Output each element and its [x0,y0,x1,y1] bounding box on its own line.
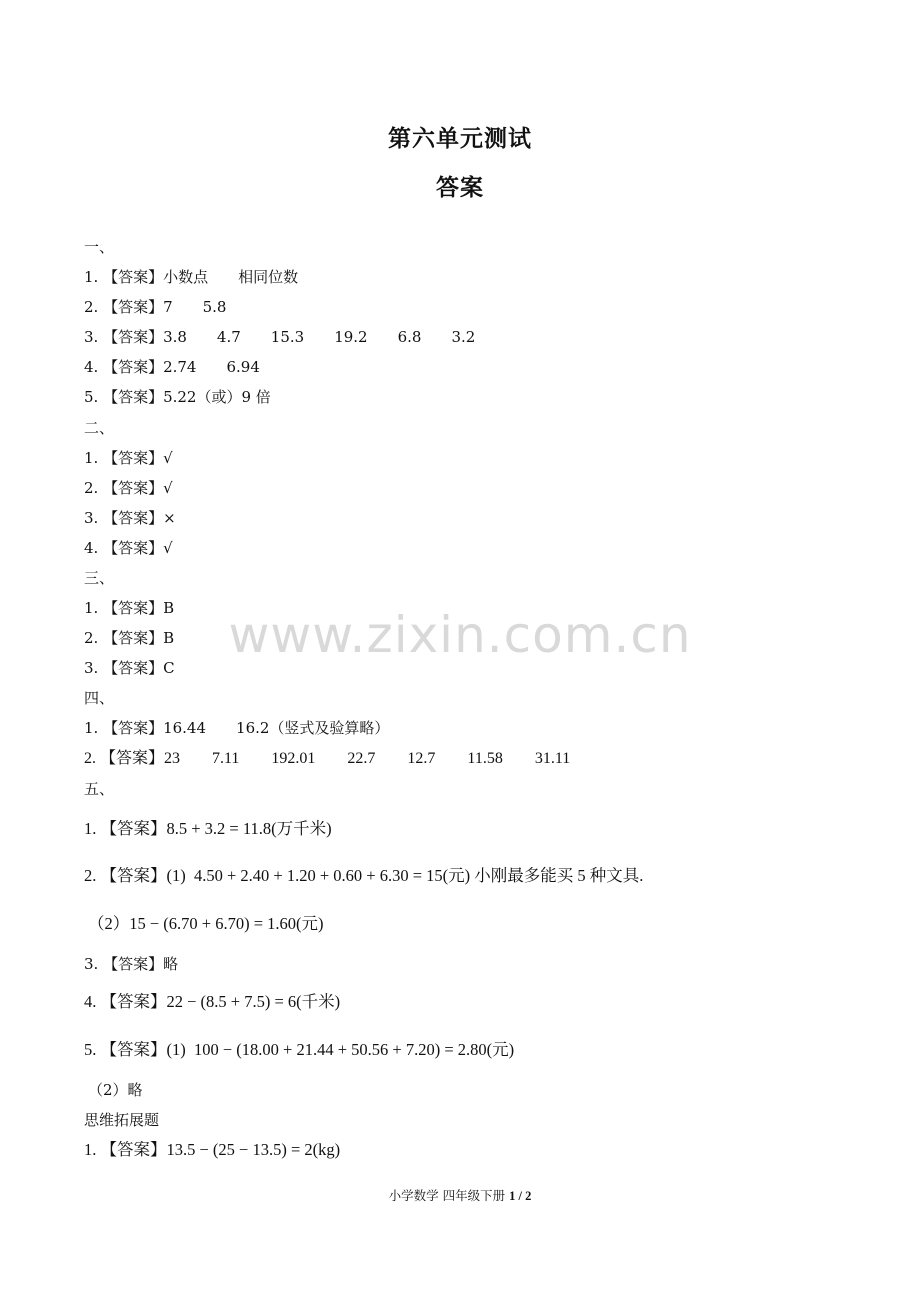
section-heading-4: 四、 [84,689,115,707]
answer-line: 1. 【答案】16.44 16.2（竖式及验算略） [84,719,390,737]
answer-line: （2）略 [88,1081,143,1099]
watermark: www.zixin.com.cn [228,606,692,664]
answer-line: 5. 【答案】(1) 100 − (18.00 + 21.44 + 50.56 + 7.20) = 2.80(元) [84,1040,515,1059]
answer-line: 1. 【答案】小数点 相同位数 [84,268,299,286]
page-number: 1 / 2 [509,1189,532,1203]
page-footer [0,1186,920,1204]
answer-line: 3. 【答案】× [84,509,176,527]
answer-line: 1. 【答案】13.5 − (25 − 13.5) = 2(kg) [84,1140,341,1159]
answer-line: 4. 【答案】√ [84,539,173,557]
answer-line: 1. 【答案】√ [84,449,173,467]
page-title: 第六单元测试 [388,126,532,152]
section-heading-2: 二、 [84,419,115,437]
answer-line: 2. 【答案】B [84,629,175,647]
section-heading-5: 五、 [84,780,115,798]
answer-line: （2）15 − (6.70 + 6.70) = 1.60(元) [88,914,324,933]
answer-line: 2. 【答案】√ [84,479,173,497]
answer-line: 1. 【答案】B [84,599,175,617]
answer-line: 1. 【答案】8.5 + 3.2 = 11.8(万千米) [84,819,332,838]
footer-label: 小学数学 四年级下册 [388,1188,506,1203]
answer-line: 3. 【答案】C [84,659,175,677]
answer-line: 2. 【答案】23 7.11 192.01 22.7 12.7 11.58 31.11 [84,750,571,767]
answer-line: 2. 【答案】7 5.8 [84,298,227,316]
answer-line: 3. 【答案】略 [84,955,179,973]
answer-line: 5. 【答案】5.22（或）9 倍 [84,388,271,406]
answer-line: 2. 【答案】(1) 4.50 + 2.40 + 1.20 + 0.60 + 6.30 = 15(元) 小刚最多能买 5 种文具. [84,866,644,885]
answer-line: 4. 【答案】2.74 6.94 [84,358,260,376]
section-heading-1: 一、 [84,238,115,256]
section-heading-thinking: 思维拓展题 [84,1111,160,1129]
section-heading-3: 三、 [84,569,115,587]
answer-line: 4. 【答案】22 − (8.5 + 7.5) = 6(千米) [84,992,341,1011]
answer-line: 3. 【答案】3.8 4.7 15.3 19.2 6.8 3.2 [84,328,476,346]
page-subtitle: 答案 [436,175,484,201]
